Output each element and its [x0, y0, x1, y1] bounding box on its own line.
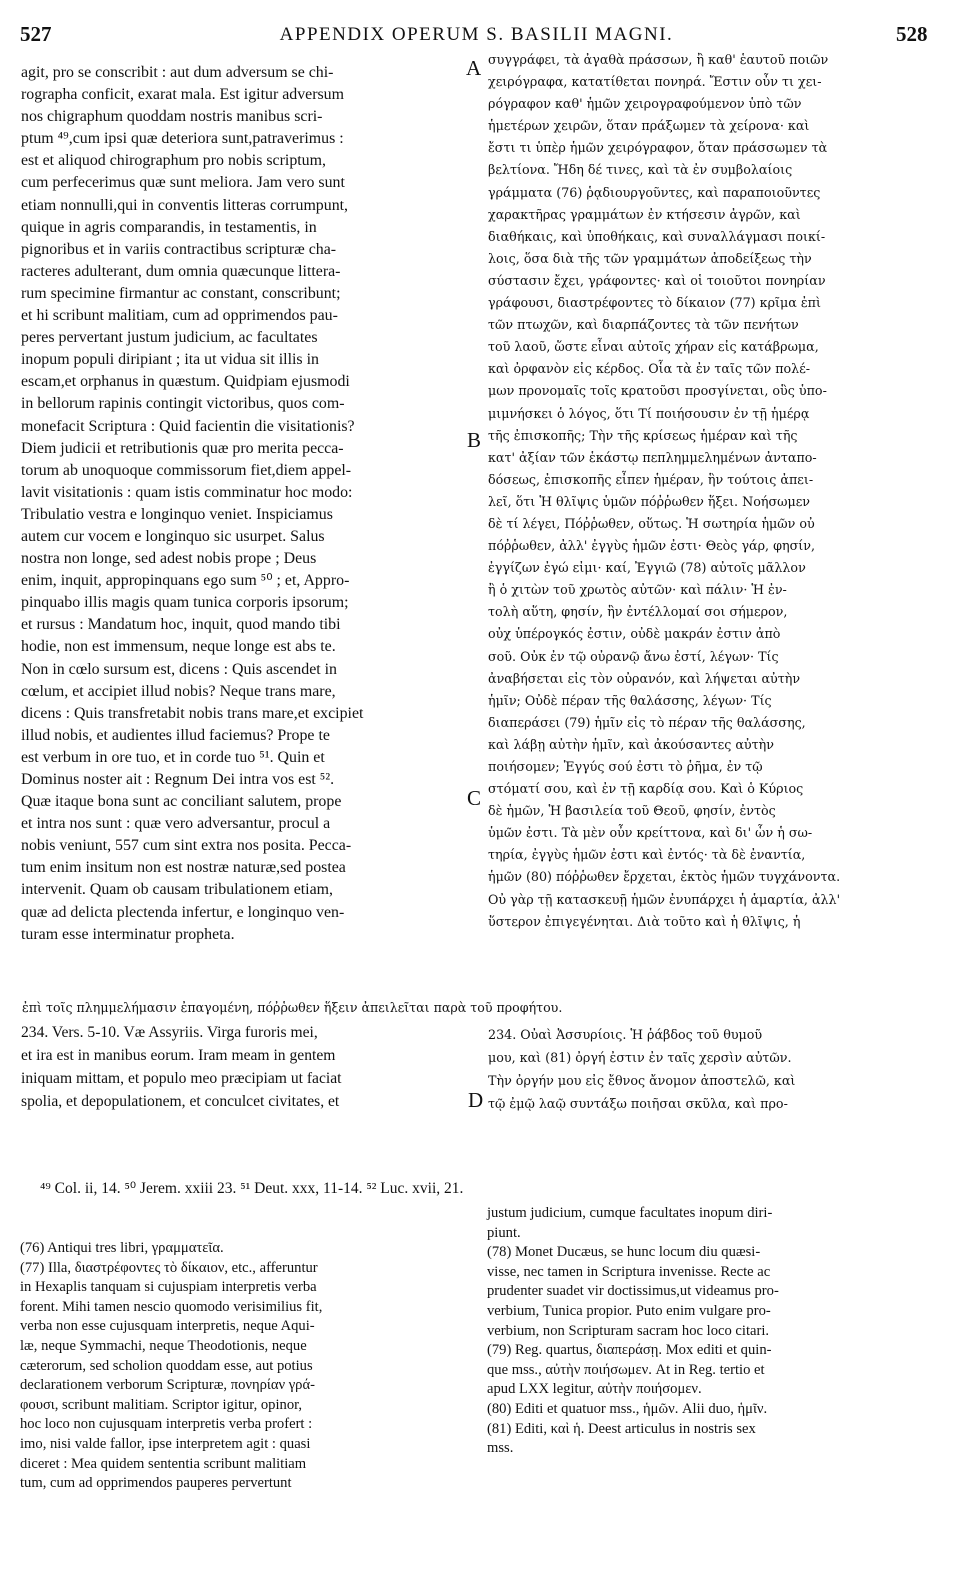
margin-letter-d: D: [468, 1088, 484, 1112]
text-line: hodie, non est immensum, neque longe est abs te.: [21, 638, 336, 656]
text-line: μων προνομαῖς τοῖς κρατοῦσι προσγίνεται, οὓς ὑπο-: [488, 383, 827, 399]
text-line: Οὐ γὰρ τῇ κατασκευῇ ἡμῶν ἐνυπάρχει ἡ ἁμαρτία, ἀλλ': [488, 891, 841, 907]
text-line: enim, inquit, appropinquans ego sum ⁵⁰ ; et, Appro-: [21, 572, 350, 590]
text-line: Non in cœlo sursum est, dicens : Quis ascendet in: [21, 660, 337, 678]
text-line: iniquam mittam, et populo meo præcipiam ut faciat: [21, 1070, 342, 1087]
text-line: χαρακτῆρας γραμμάτων ἐν κτήσεσιν ἀγρῶν, καὶ: [488, 206, 801, 222]
text-line: τηρία, ἐγγὺς ἡμῶν ἐστι καὶ ἐντός· τὰ δὲ ἐναντία,: [488, 847, 806, 863]
text-line: ptum ⁴⁹,cum ipsi quæ deteriora sunt,patraverimus :: [21, 130, 344, 148]
greek-column: [488, 49, 932, 933]
text-line: οὐχ ὑπέρογκός ἐστιν, οὐδὲ μακράν ἐστιν ἀπὸ: [488, 626, 781, 642]
text-line: τολὴ αὕτη, φησίν, ἣν ἐντέλλομαί σοι σήμερον,: [488, 604, 788, 620]
text-line: diceret : Mea quidem sententia scribunt malitiam: [20, 1455, 307, 1472]
text-line: et intra nos sunt : quæ vero adversantur, procul a: [21, 815, 331, 833]
text-line: λεῖ, ὅτι Ἡ θλῖψις ὑμῶν πόῤῥωθεν ἥξει. Νοήσωμεν: [488, 493, 810, 509]
text-line: autem cur vocem e longinquo sic usurpet. Salus: [21, 527, 325, 545]
text-line: illud nobis, et audientes illud faciemus? Prope te: [21, 726, 330, 744]
section-234-greek: [488, 1023, 932, 1115]
text-line: (81) Editi, καὶ ἡ. Deest articulus in nostris sex: [487, 1420, 756, 1437]
text-line: ὑμῶν ἐστι. Τὰ μὲν οὖν κρείττονα, καὶ δι' ὧν ἡ σω-: [488, 825, 813, 841]
text-line: γράφουσι, διαστρέφοντες τὸ δίκαιον (77) κρῖμα ἐπὶ: [488, 295, 821, 311]
text-line: nos chigraphum quoddam nostris manibus scri-: [21, 108, 323, 126]
text-line: quique in agris comparandis, in testamentis, in: [21, 218, 317, 236]
text-line: pignoribus et in variis contractibus scripturæ cha-: [21, 240, 337, 258]
text-line: καὶ ὀρφανὸν εἰς κέρδος. Οἷα τὰ ἐν ταῖς τῶν πολέ-: [488, 361, 811, 377]
text-line: φουσι, scribunt malitiam. Scriptor igitur, opinor,: [20, 1396, 303, 1413]
text-line: ἐγγίζων ἐγώ εἰμι· καί, Ἐγγιῶ (78) αὐτοῖς μᾶλλον: [488, 560, 806, 576]
margin-letter-a: A: [466, 56, 482, 80]
text-line: turam esse interminatur propheta.: [21, 925, 235, 943]
text-line: πόῤῥωθεν, ἀλλ' ἐγγὺς ἡμῶν ἐστι· Θεὸς γάρ, φησίν,: [488, 538, 815, 554]
text-line: τῆς ἐπισκοπῆς; Τὴν τῆς κρίσεως ἡμέραν καὶ τῆς: [488, 427, 798, 443]
text-line: verbium, non Scripturam sacram hoc loco citari.: [487, 1322, 770, 1339]
margin-letter-b: B: [467, 428, 482, 452]
margin-letter-c: C: [467, 786, 482, 810]
text-line: imo, nisi valde fallor, ipse interpretem agit : quasi: [20, 1435, 311, 1452]
text-line: in Hexaplis tanquam si cujuspiam interpretis verba: [20, 1279, 317, 1296]
text-line: piunt.: [487, 1224, 521, 1241]
page-number-left: 527: [20, 22, 52, 46]
text-line: hoc loco non cujusquam interpretis verba profert :: [20, 1416, 313, 1433]
text-line: forent. Mihi tamen nescio quomodo verisimilius fit,: [20, 1298, 323, 1315]
text-line: torum ab unoquoque commissorum fiet,diem appel-: [21, 461, 352, 479]
text-line: διαθήκαις, καὶ ὑποθήκαις, καὶ συναλλάγμασι ποικί-: [488, 228, 826, 244]
text-line: ὕστερον ἐπιγεγένηται. Διὰ τοῦτο καὶ ἡ θλῖψις, ἡ: [488, 913, 801, 929]
text-line: Dominus noster ait : Regnum Dei intra vos est ⁵².: [21, 771, 335, 788]
text-line: et hi scribunt malitiam, cum ad opprimendos pau-: [21, 307, 338, 325]
text-line: nostra non longe, sed adest nobis prope ; Deus: [21, 550, 317, 568]
text-line: μου, καὶ (81) ὀργή ἐστιν ἐν ταῖς χερσὶν αὐτῶν.: [488, 1050, 792, 1065]
text-line: rographa conficit, exarat mala. Est igitur adversum: [21, 86, 344, 104]
text-line: καὶ λάβῃ αὐτὴν ἡμῖν, καὶ ἀκούσαντες αὐτὴν: [488, 736, 774, 752]
text-line: ἡμῶν (80) πόῤῥωθεν ἔρχεται, ἐκτὸς ἡμῶν τυγχάνοντα.: [488, 869, 841, 885]
section-234-latin: [21, 1021, 463, 1113]
text-line: σύστασιν ἔχει, γράφοντες· καὶ οἱ τοιοῦτοι πονηρίαν: [488, 272, 826, 288]
scripture-references: ⁴⁹ Col. ii, 14. ⁵⁰ Jerem. xxiii 23. ⁵¹ Deut. xxx, 11-14. ⁵² Luc. xvii, 21.: [40, 1180, 464, 1197]
text-line: (78) Monet Ducæus, se hunc locum diu quæsi-: [487, 1244, 761, 1261]
text-line: cæterorum, sed scholion quoddam esse, aut potius: [20, 1357, 313, 1374]
text-line: βελτίονα. Ἤδη δέ τινες, καὶ τὰ ἐν συμβολαίοις: [488, 162, 793, 178]
text-line: peres pervertant justum judicium, ac facultates: [21, 329, 318, 347]
text-line: mss.: [487, 1440, 514, 1457]
text-line: agit, pro se conscribit : aut dum adversum se chi-: [21, 64, 334, 81]
text-line: 234. Οὐαὶ Ἀσσυρίοις. Ἡ ῥάβδος τοῦ θυμοῦ: [488, 1027, 763, 1042]
footnotes-right: [487, 1204, 931, 1459]
text-line: 234. Vers. 5-10. Væ Assyriis. Virga furoris mei,: [21, 1024, 318, 1041]
text-line: χειρόγραφα, κατατίθεται πονηρά. Ἔστιν οὖν τι χει-: [488, 74, 822, 90]
text-line: tum, cum ad opprimendos pauperes pervertunt: [20, 1475, 292, 1492]
text-line: τῶν πτωχῶν, καὶ διαρπάζοντες τὰ τῶν πενήτων: [488, 317, 799, 333]
page-number-right: 528: [896, 22, 928, 46]
text-line: etiam nonnulli,qui in conventis litteras corrumpunt,: [21, 196, 349, 214]
running-title: APPENDIX OPERUM S. BASILII MAGNI.: [279, 24, 674, 45]
text-line: δόσεως, ἐπισκοπῆς εἶπεν ἡμέραν, ἣν τούτοις ἀπει-: [488, 471, 814, 487]
text-line: ἡμετέρων χειρῶν, ὅταν πράξωμεν τὰ χείρονα· καὶ: [488, 118, 810, 134]
text-line: στόματί σου, καὶ ἐν τῇ καρδίᾳ σου. Καὶ ὁ Κύριος: [488, 781, 804, 797]
text-line: Τὴν ὀργήν μου εἰς ἔθνος ἄνομον ἀποστελῶ, καὶ: [488, 1073, 796, 1088]
text-line: Diem judicii et retributionis quæ pro merita pecca-: [21, 439, 344, 457]
text-line: spolia, et depopulationem, et conculcet civitates, et: [21, 1093, 340, 1110]
text-line: tum enim insitum non est nostræ naturæ,sed postea: [21, 859, 346, 877]
text-line: nobis veniunt, 557 cum sint extra nos posita. Pecca-: [21, 837, 352, 855]
latin-column: [21, 62, 463, 946]
text-line: ἔστι τι ὑπὲρ ἡμῶν χειρόγραφον, ὅταν πράσσωμεν τὰ: [488, 140, 828, 156]
text-line: δὲ τί λέγει, Πόῤῥωθεν, οὕτως. Ἡ σωτηρία ἡμῶν οὐ: [488, 515, 815, 531]
text-line: συγγράφει, τὰ ἀγαθὰ πράσσων, ἢ καθ' ἑαυτοῦ ποιῶν: [488, 52, 829, 67]
text-line: dicens : Quis transfretabit nobis trans mare,et excipiet: [21, 704, 364, 722]
text-line: cœlum, et accipiet illud nobis? Neque trans mare,: [21, 682, 336, 700]
text-line: (80) Editi et quatuor mss., ἡμῶν. Alii duo, ἡμῖν.: [487, 1400, 768, 1417]
text-line: μιμνήσκει ὁ λόγος, ὅτι Τί ποιήσουσιν ἐν τῇ ἡμέρᾳ: [488, 405, 810, 421]
text-line: ἢ ὁ χιτὼν τοῦ χρωτὸς αὐτῶν· καὶ πάλιν· Ἡ ἐν-: [488, 582, 787, 598]
text-line: intervenit. Quam ob causam tribulationem etiam,: [21, 881, 333, 899]
text-line: γράμματα (76) ῥᾳδιουργοῦντες, καὶ παραποιοῦντες: [488, 184, 821, 200]
text-line: inopum populi diripiant ; ita ut vidua sit illis in: [21, 351, 319, 369]
greek-full-width-line: ἐπὶ τοῖς πλημμελήμασιν ἐπαγομένη, πόῤῥωθεν ἥξειν ἀπειλεῖται παρὰ τοῦ προφήτου.: [22, 1000, 563, 1015]
text-line: verbium, Tunica propior. Puto enim vulgare pro-: [487, 1302, 771, 1319]
text-line: κατ' ἀξίαν τῶν ἑκάστῳ πεπλημμελημένων ἀνταπο-: [488, 449, 817, 465]
text-line: in bellorum rapinis contingit victoribus, quos com-: [21, 395, 345, 413]
text-line: ἡμῖν; Οὐδὲ πέραν τῆς θαλάσσης, λέγων· Τίς: [488, 692, 772, 708]
text-line: ἀναβήσεται εἰς τὸν οὐρανόν, καὶ λήψεται αὐτὴν: [488, 670, 801, 686]
text-line: et ira est in manibus eorum. Iram meam in gentem: [21, 1047, 336, 1064]
text-line: σοῦ. Οὐκ ἐν τῷ οὐρανῷ ἄνω ἐστί, λέγων· Τίς: [488, 648, 779, 664]
text-line: τῷ ἐμῷ λαῷ συντάξω ποιῆσαι σκῦλα, καὶ προ-: [488, 1096, 788, 1111]
text-line: (79) Reg. quartus, διαπεράσῃ. Mox editi et quin-: [487, 1342, 772, 1359]
text-line: cum perfecerimus quæ sunt meliora. Jam vero sunt: [21, 174, 345, 192]
text-line: læ, neque Symmachi, neque Theodotionis, neque: [20, 1337, 307, 1354]
text-line: monefacit Scriptura : Quid facientin die visitationis?: [21, 417, 355, 435]
text-line: declarationem verborum Scripturæ, πονηρίαν γρά-: [20, 1377, 315, 1394]
text-line: (76) Antiqui tres libri, γραμματεῖα.: [20, 1240, 224, 1256]
text-line: que mss., αὐτὴν ποιήσωμεν. At in Reg. tertio et: [487, 1361, 765, 1378]
text-line: racteres adulterant, dum omnia quæcunque littera-: [21, 262, 341, 280]
text-line: et rursus : Mandatum hoc, inquit, quod mando tibi: [21, 616, 341, 634]
text-line: ρόγραφον καθ' ἡμῶν χειρογραφούμενον ὑπὸ τῶν: [488, 96, 802, 112]
text-line: Quæ itaque bona sunt ac conciliant salutem, prope: [21, 793, 342, 811]
text-line: est verbum in ore tuo, et in corde tuo ⁵¹. Quin et: [21, 748, 325, 766]
text-line: τοῦ λαοῦ, ὥστε εἶναι αὐτοῖς χήραν εἰς κατάβρωμα,: [488, 339, 819, 355]
text-line: rum specimine firmantur ac constant, conscribunt;: [21, 284, 341, 302]
text-line: Tribulatio vestra e longinquo veniet. Inspiciamus: [21, 505, 333, 523]
text-line: justum judicium, cumque facultates inopum diri-: [487, 1205, 773, 1221]
text-line: διαπεράσει (79) ἡμῖν εἰς τὸ πέραν τῆς θαλάσσης,: [488, 714, 806, 730]
text-line: (77) Illa, διαστρέφοντες τὸ δίκαιον, etc., afferuntur: [20, 1259, 318, 1276]
text-line: apud LXX legitur, αὐτὴν ποιήσομεν.: [487, 1381, 702, 1398]
text-line: est et aliquod chirographum pro nobis scriptum,: [21, 152, 326, 170]
text-line: lavit visitationis : quam istis comminatur hoc modo:: [21, 483, 353, 501]
footnotes-left: [20, 1239, 462, 1494]
text-line: quæ ad delicta plectenda infertur, e longinquo ven-: [21, 903, 345, 921]
text-line: visse, nec tamen in Scriptura invenisse. Recte ac: [487, 1263, 771, 1280]
text-line: prudenter suadet vir doctissimus,ut videamus pro-: [487, 1283, 779, 1300]
text-line: verba non esse cujusquam interpretis, neque Aqui-: [20, 1318, 315, 1335]
text-line: λοις, ὅσα διὰ τῆς τῶν γραμμάτων ἀποδείξεως τὴν: [488, 250, 812, 266]
text-line: escam,et orphanus in quæstum. Quidpiam ejusmodi: [21, 373, 350, 391]
text-line: pinquabo illis magis quam tunica corporis ipsorum;: [21, 594, 349, 612]
text-line: δὲ ἡμῶν, Ἡ βασιλεία τοῦ Θεοῦ, φησίν, ἐντὸς: [488, 803, 776, 819]
text-line: ποιήσομεν; Ἐγγύς σού ἐστι τὸ ῥῆμα, ἐν τῷ: [488, 759, 763, 774]
